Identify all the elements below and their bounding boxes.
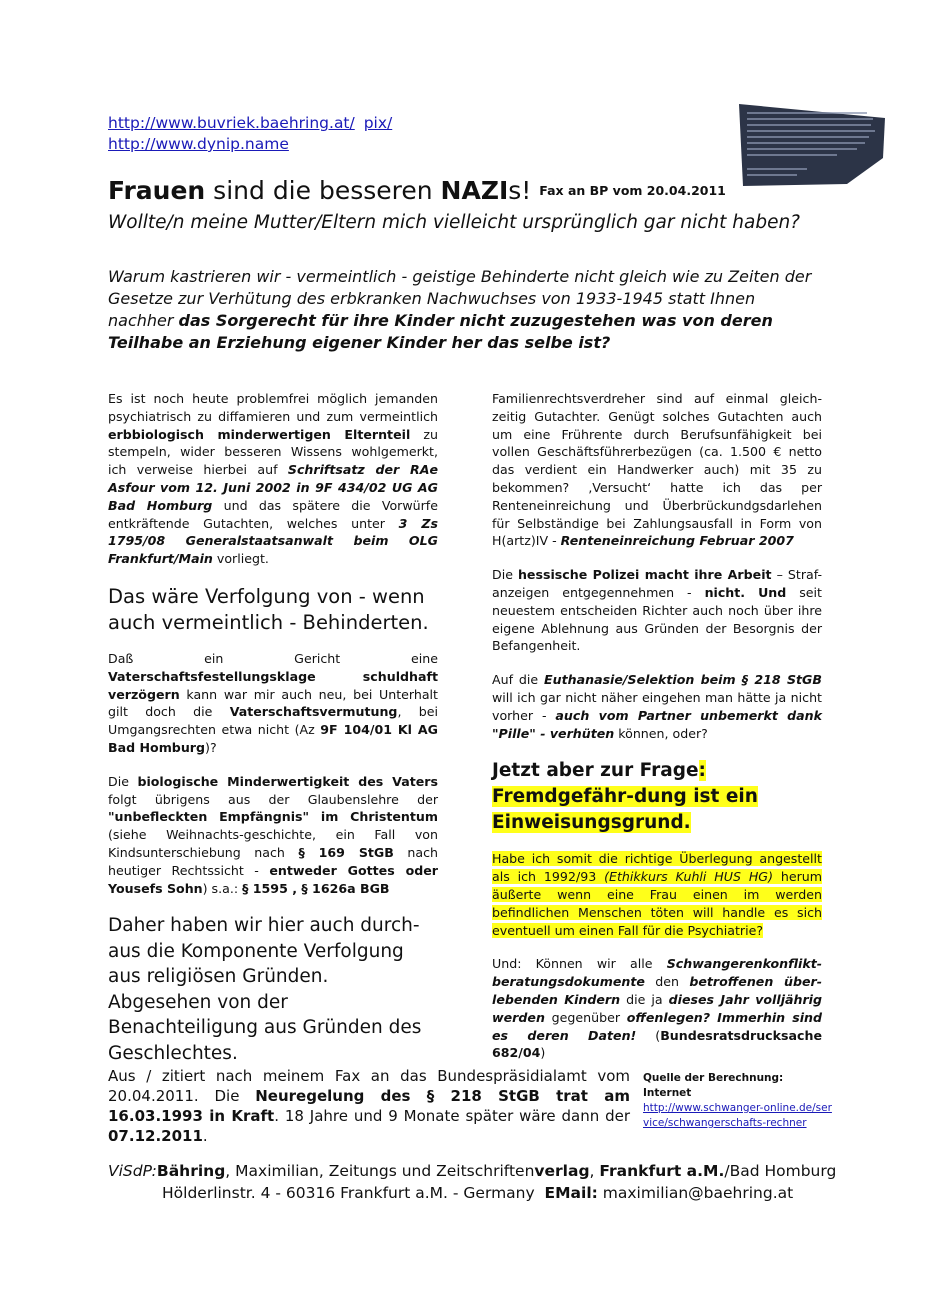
text: , Maximilian, Zeitungs und Zeitschriften	[225, 1162, 535, 1180]
text: Bundesratsdrucksache 682/04	[492, 1027, 822, 1061]
paragraph	[108, 773, 438, 898]
text: können, oder?	[614, 725, 708, 741]
email-address[interactable]: maximilian@baehring.at	[597, 1184, 794, 1202]
bottom-note	[108, 1066, 630, 1146]
text: auch vom Partner unbemerkt dank "Pille" - verhüten	[492, 707, 822, 741]
source-link[interactable]: http://www.schwanger-online.de/service/schwangerschafts-rechner	[643, 1102, 832, 1129]
fax-note: Fax an BP vom 20.04.2011	[539, 183, 726, 198]
title-frauen: Frauen	[108, 176, 206, 205]
text: . 18 Jahre und 9 Monate später wäre dann der	[274, 1107, 631, 1125]
text: ViSdP:	[108, 1162, 157, 1180]
text: Und	[758, 584, 787, 600]
text: verlag	[534, 1162, 590, 1180]
text: folgt übrigens aus der Glaubenslehre der	[108, 791, 438, 807]
text: Bähring	[156, 1162, 226, 1180]
paragraph	[108, 650, 438, 757]
link-buvriek[interactable]: http://www.buvriek.baehring.at/	[108, 114, 355, 132]
imprint-line-2	[108, 1182, 836, 1204]
footer-imprint	[108, 1160, 836, 1204]
text: Hölderlinstr. 4 - 60316 Frankfurt a.M. - Germany	[162, 1184, 535, 1202]
text: betroffenen über-lebenden Kindern	[492, 974, 822, 1007]
text: zu stempeln, wider besseren Wissens wohlgemerkt, ich verweise hierbei auf	[108, 426, 438, 478]
text: Familienrechtsverdreher sind auf einmal gleich-zeitig Gutachter. Genügt solches Gutachten auch um eine Frührente durch Berufsunfähigkeit bei vollen Geschäftsführerbezügen (ca. 1.500 € netto das verdient ein Handwerker auch) mit 35 zu bekommen? ‚Versucht‘ hatte ich das per Renteneinreichung und Überbrückundgsdarlehen für Selbständige bei Zahlungsausfall in Form von H(artz)IV -	[492, 391, 822, 549]
text: , bei Umgangsrechten etwa nicht (Az	[108, 704, 438, 738]
text: Euthanasie/Selektion beim § 218 StGB	[544, 672, 822, 688]
text: EMail:	[544, 1184, 598, 1202]
paragraph	[492, 390, 822, 550]
text: nach heutiger Rechtssicht -	[108, 844, 438, 878]
text: (siehe Weihnachts-geschichte, ein Fall von Kindsunterschiebung nach	[108, 827, 438, 860]
text: (Ethikkurs Kuhli HUS HG)	[604, 869, 773, 885]
text: Frankfurt a.M.	[599, 1162, 725, 1180]
text: dieses Jahr volljährig werden	[492, 991, 823, 1025]
text: will ich gar nicht näher eingehen man hätte ja nicht vorher -	[492, 689, 822, 723]
text: erbbiologisch minderwertigen Elternteil	[108, 426, 411, 442]
paragraph	[492, 566, 822, 655]
text: Jetzt aber zur Frage	[492, 760, 699, 782]
text: Vaterschaftsvermutung	[229, 704, 398, 720]
section-heading: Das wäre Verfolgung von - wenn auch vermeintlich - Behinderten.	[108, 584, 429, 634]
text: Neuregelung des § 218 StGB trat am 16.03.1993 in Kraft	[108, 1087, 631, 1125]
highlight-heading	[492, 758, 822, 836]
text: kann war mir auch neu, bei Unterhalt gilt doch die	[108, 686, 438, 720]
text: 9F 104/01 Kl AG Bad Homburg	[108, 722, 439, 755]
text: Vaterschaftsfestellungsklage schuldhaft verzögern	[108, 668, 438, 702]
title-mid: sind die besseren	[205, 176, 441, 205]
text: die ja	[620, 991, 669, 1007]
text: ,	[589, 1162, 600, 1180]
text: : Fremdgefähr-dung ist ein Einweisungsgrund.	[492, 760, 758, 834]
imprint-line-1	[108, 1160, 836, 1182]
text	[745, 585, 758, 600]
text: gegenüber	[544, 1009, 627, 1025]
right-column	[492, 390, 822, 1078]
text: Schwangerenkonflikt-beratungsdokumente	[492, 956, 822, 990]
text: seit neuestem entscheiden Richter auch noch über ihre eigene Ablehnung aus Gründen der Besorgnis der Befangenheit.	[492, 584, 822, 654]
link-dynip[interactable]: http://www.dynip.name	[108, 135, 289, 153]
text: (	[636, 1027, 661, 1043]
source-label: Quelle der Berechnung: Internet	[643, 1072, 784, 1099]
subtitle: Wollte/n meine Mutter/Eltern mich vielleicht ursprünglich gar nicht haben?	[108, 212, 800, 233]
text: und das spätere die Vorwürfe entkräftende Gutachten, welches unter	[108, 497, 438, 531]
text: § 169 StGB	[298, 844, 394, 860]
text: Es ist noch heute problemfrei möglich jemanden psychiatrisch zu diffamieren und zum vermeintlich	[108, 391, 438, 424]
text: offenlegen? Immerhin sind es deren Daten!	[492, 1009, 822, 1043]
title-end: s!	[508, 176, 532, 205]
text: Renteneinreichung Februar 2007	[560, 533, 794, 549]
text: herum äußerte wenn eine Frau einen im werden befindlichen Menschen töten will handle es sich eventuell um einen Fall für die Psychiatrie?	[492, 869, 823, 938]
intro-question	[108, 266, 818, 354]
link-pix[interactable]: pix/	[363, 114, 393, 132]
text: "unbefleckten Empfängnis" im Christentum	[108, 809, 438, 825]
paragraph	[492, 955, 822, 1062]
text: hessische Polizei macht ihre Arbeit	[517, 567, 772, 583]
slate-plaque-photo-icon	[737, 100, 887, 190]
text: Auf die	[492, 672, 545, 688]
text: vorliegt.	[212, 551, 269, 567]
text: Die	[492, 567, 518, 583]
paragraph	[492, 671, 822, 742]
text: § 1595 , § 1626a BGB	[242, 880, 390, 896]
text: Aus / zitiert nach meinem Fax an das Bundespräsidialamt vom 20.04.2011. Die	[108, 1067, 630, 1105]
left-column	[108, 390, 438, 1066]
text: )	[540, 1045, 546, 1061]
text: den	[644, 974, 690, 990]
intro-text-1: Warum kastrieren wir - vermeintlich - geistige Behinderte nicht gleich wie zu Zeiten der Gesetze zur Verhütung des erbkranken Nachwuchses von 1933-1945 statt Ihnen nachher	[108, 267, 812, 330]
paragraph	[108, 390, 438, 568]
text: .	[202, 1127, 208, 1145]
text: ) s.a.:	[202, 880, 243, 896]
header-links	[108, 113, 396, 155]
section-heading: Daher haben wir hier auch durch-aus die Komponente Verfolgung aus religiösen Gründen.	[108, 915, 420, 988]
text: Daß ein Gericht eine	[108, 650, 438, 666]
text: entweder Gottes oder Yousefs Sohn	[108, 862, 438, 896]
text: Schriftsatz der RAe Asfour vom 12. Juni 2002 in 9F 434/02 UG AG Bad Homburg	[108, 462, 438, 513]
text: Die	[108, 773, 138, 789]
text: nicht.	[704, 584, 746, 600]
text: Und: Können wir alle	[492, 956, 667, 972]
text: /Bad Homburg	[724, 1162, 837, 1180]
text: biologische Minderwertigkeit des Vaters	[137, 773, 438, 789]
intro-text-2: das Sorgerecht für ihre Kinder nicht zuzugestehen was von deren Teilhabe an Erziehung eigener Kinder her das selbe ist?	[108, 311, 773, 352]
title-nazi: NAZI	[440, 176, 509, 205]
text: Habe ich somit die richtige Überlegung angestellt als ich 1992/93	[492, 851, 822, 885]
source-box	[643, 1071, 833, 1131]
text: 07.12.2011	[108, 1127, 203, 1145]
text: – Straf-anzeigen entgegennehmen -	[492, 567, 823, 600]
highlighted-paragraph	[492, 850, 822, 939]
page-title	[108, 175, 726, 207]
section-heading: Abgesehen von der Benachteiligung aus Gründen des Geschlechtes.	[108, 991, 422, 1064]
text: )?	[205, 739, 217, 755]
text: 3 Zs 1795/08 Generalstaatsanwalt beim OLG Frankfurt/Main	[108, 515, 438, 567]
